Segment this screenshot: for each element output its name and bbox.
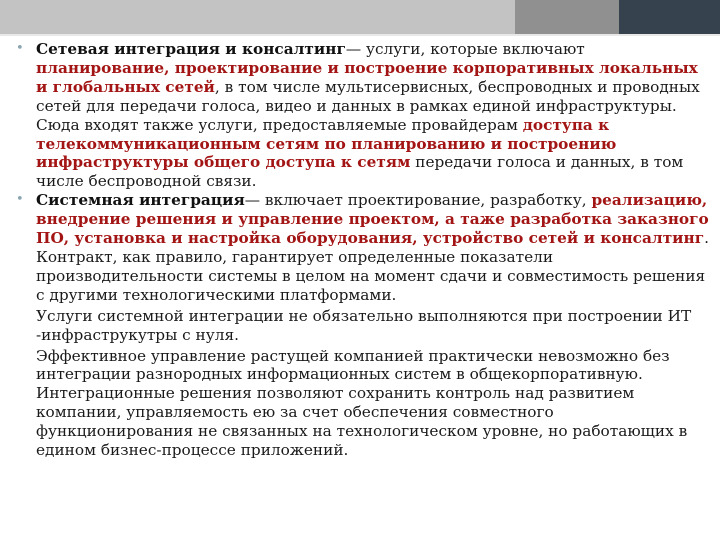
slide-body bbox=[14, 40, 714, 460]
text: — включает проектирование, разработку, bbox=[244, 191, 592, 210]
text: , в том числе мультисервисных, беспроводных и проводных сетей для передачи голоса, видео и данных в рамках единой инфраструктуры. Сюда входят также услуги, предоставляемые провайдерам bbox=[36, 77, 700, 134]
header-segment-dark bbox=[619, 0, 720, 34]
term-system-integration: Системная интеграция bbox=[36, 191, 245, 210]
highlight-implementation: реализацию, внедрение решения и управление проектом, а таже разработка заказного ПО, установка и настройка оборудования, устройство сетей и консалтинг bbox=[36, 191, 709, 248]
text: передачи голоса и данных, в том числе беспроводной связи. bbox=[36, 153, 684, 191]
text: — услуги, которые включают bbox=[345, 40, 585, 58]
bullet-icon: • bbox=[16, 192, 24, 208]
header-segment-light bbox=[0, 0, 515, 34]
bullet-system-integration bbox=[14, 191, 714, 304]
header-divider bbox=[0, 34, 720, 36]
term-network-integration: Сетевая интеграция и консалтинг bbox=[36, 40, 346, 58]
bullet-network-integration bbox=[14, 40, 714, 191]
paragraph-services-note: Услуги системной интеграции не обязательно выполняются при построении ИТ -инфраструкутры с нуля. bbox=[36, 306, 692, 344]
paragraph-effective-management: Эффективное управление растущей компанией практически невозможно без интеграции разнородных информационных систем в общекорпоративную. Интеграционные решения позволяют сохранить контроль над развитием компании, управляемость ею за счет обеспечения совместного функционирования не связанных на технологическом уровне, но работающих в едином бизнес-процессе приложений. bbox=[36, 346, 688, 460]
header-segment-mid bbox=[515, 0, 619, 34]
highlight-provider-access: доступа к телекоммуникационным сетям по планированию и построению инфраструктуры общего доступа к сетям bbox=[36, 115, 617, 172]
slide-header-bar bbox=[0, 0, 720, 34]
text: . Контракт, как правило, гарантирует определенные показатели производительности системы в целом на момент сдачи и совместимость решения с другими технологическими платформами. bbox=[36, 229, 709, 304]
highlight-network-services: планирование, проектирование и построение корпоративных локальных и глобальных сетей bbox=[36, 58, 698, 96]
bullet-icon: • bbox=[16, 41, 24, 56]
